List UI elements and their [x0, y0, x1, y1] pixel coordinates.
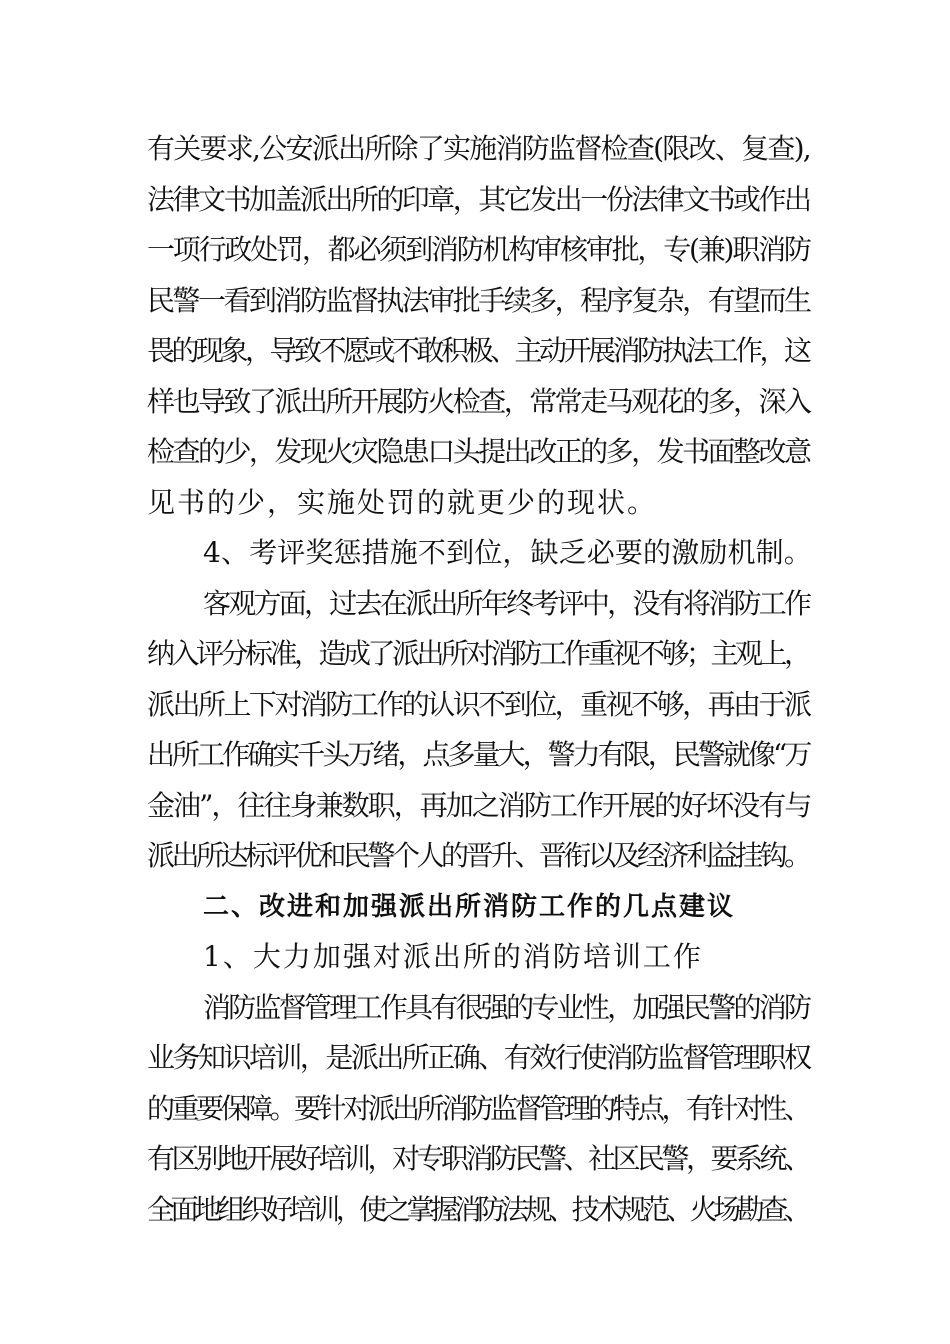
text-line: 派出所上下对消防工作的认识不到位，重视不够，再由于派 — [147, 687, 810, 721]
text-line: 1、大力加强对派出所的消防培训工作 — [203, 940, 703, 973]
text-line: 出所工作确实千头万绪，点多量大，警力有限，民警就像“万 — [147, 738, 810, 771]
text-line: 有区别地开展好培训，对专职消防民警、社区民警，要系统、 — [147, 1142, 809, 1175]
text-line: 4、考评奖惩措施不到位，缺乏必要的激励机制。 — [203, 536, 812, 569]
text-line: 的重要保障。要针对派出所消防监督管理的特点，有针对性、 — [147, 1091, 809, 1125]
section-heading: 二、改进和加强派出所消防工作的几点建议 — [203, 891, 736, 922]
text-line: 一项行政处罚，都必须到消防机构审核审批，专(兼)职消防 — [147, 233, 810, 266]
text-line: 民警一看到消防监督执法审批手续多，程序复杂，有望而生 — [147, 283, 810, 317]
text-line: 派出所达标评优和民警个人的晋升、晋衔以及经济利益挂钩。 — [147, 839, 809, 872]
text-line: 法律文书加盖派出所的印章，其它发出一份法律文书或作出 — [147, 182, 810, 216]
text-line: 有关要求,公安派出所除了实施消防监督检查(限改、复查), — [147, 132, 810, 165]
text-line: 纳入评分标准，造成了派出所对消防工作重视不够；主观上， — [147, 637, 809, 670]
text-line: 样也导致了派出所开展防火检查，常常走马观花的多，深入 — [147, 384, 810, 418]
text-line: 消防监督管理工作具有很强的专业性，加强民警的消防 — [203, 990, 810, 1024]
text-line: 畏的现象，导致不愿或不敢积极、主动开展消防执法工作，这 — [147, 334, 809, 367]
text-line: 全面地组织好培训，使之掌握消防法规、技术规范、火场勘查、 — [147, 1192, 808, 1226]
text-line: 客观方面，过去在派出所年终考评中，没有将消防工作 — [203, 586, 810, 620]
text-line: 业务知识培训，是派出所正确、有效行使消防监督管理职权 — [147, 1041, 810, 1074]
text-line: 金油”，往往身兼数职，再加之消防工作开展的好坏没有与 — [147, 788, 811, 822]
text-line: 检查的少，发现火灾隐患口头提出改正的多，发书面整改意 — [147, 435, 810, 468]
text-line: 见书的少，实施处罚的就更少的现状。 — [147, 485, 658, 519]
